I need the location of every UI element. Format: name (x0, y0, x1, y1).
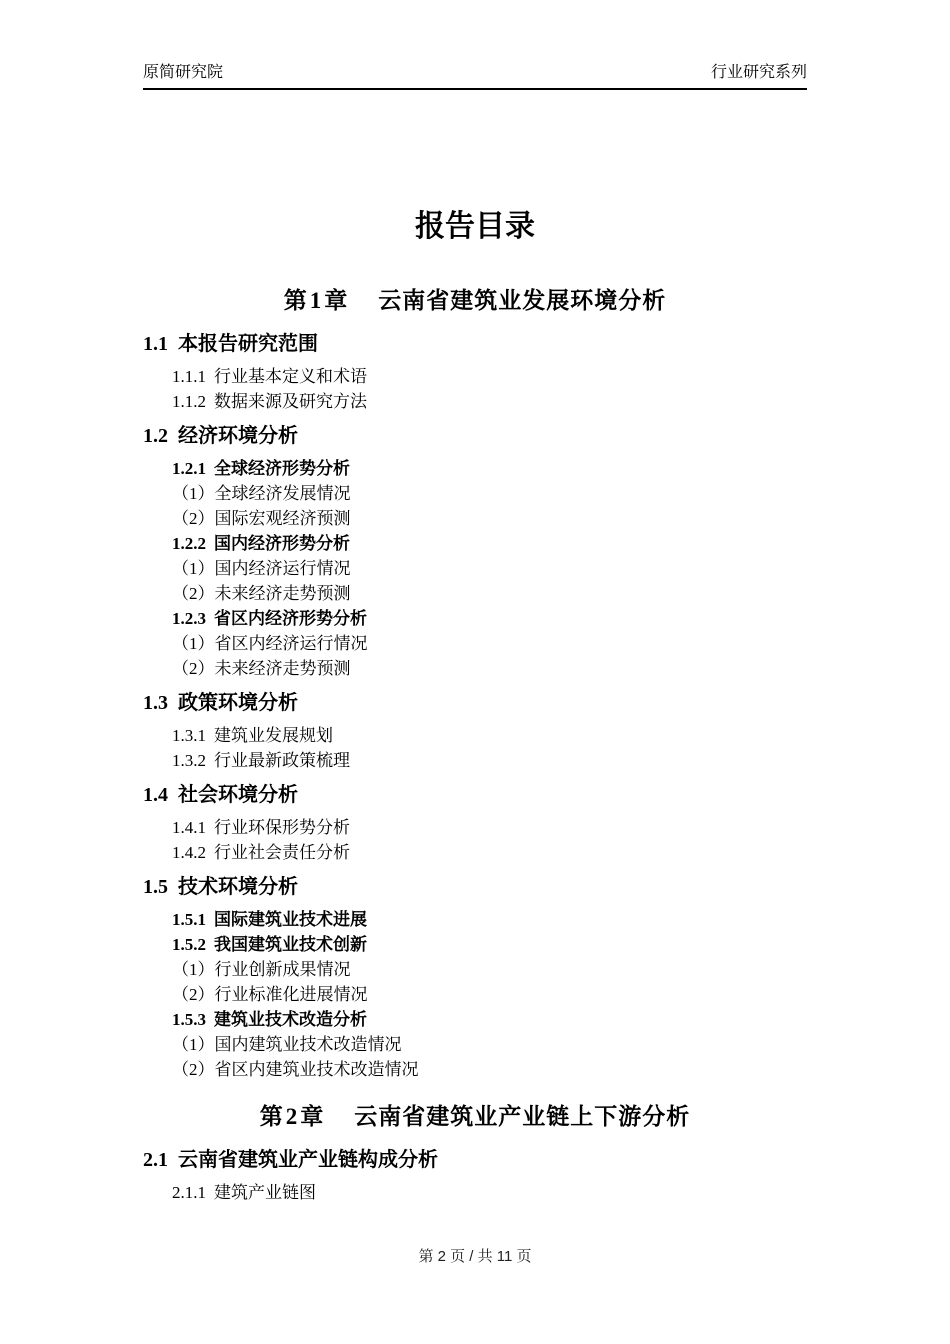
toc-item (172, 982, 807, 1007)
section-heading (143, 781, 807, 809)
toc-item (172, 581, 807, 606)
toc-item-group (172, 364, 807, 414)
toc-item-text: 建筑业技术改造分析 (214, 1010, 367, 1029)
toc-item (172, 481, 807, 506)
toc-item-text: 省区内经济形势分析 (214, 609, 367, 628)
toc-item-text: 我国建筑业技术创新 (214, 935, 367, 954)
toc-item (172, 606, 807, 631)
toc-item-group (172, 907, 807, 1082)
toc-item-number: 1.5.1 (172, 910, 206, 929)
toc-item-group (172, 1180, 807, 1205)
toc-item-text: 建筑业发展规划 (214, 726, 333, 745)
toc-item-text: 国际建筑业技术进展 (214, 910, 367, 929)
toc-item (172, 907, 807, 932)
toc-item-text: 行业环保形势分析 (214, 818, 350, 837)
toc-item (172, 957, 807, 982)
toc-item-number: 1.2.2 (172, 534, 206, 553)
toc-item (172, 531, 807, 556)
toc-item-number: 1.3.1 (172, 726, 206, 745)
toc-item-text: （2）国际宏观经济预测 (172, 509, 351, 528)
toc-item-number: 1.2.3 (172, 609, 206, 628)
toc-item (172, 840, 807, 865)
section-heading (143, 1146, 807, 1174)
toc-item-text: 行业社会责任分析 (214, 843, 350, 862)
section-heading (143, 330, 807, 358)
toc-item-text: 行业最新政策梳理 (214, 751, 350, 770)
toc-item-text: 全球经济形势分析 (214, 459, 350, 478)
section-title: 本报告研究范围 (178, 333, 318, 355)
toc-item-text: （2）行业标准化进展情况 (172, 985, 368, 1004)
doc-title: 报告目录 (415, 210, 535, 243)
toc-item-number: 1.3.2 (172, 751, 206, 770)
chapter-heading (143, 286, 807, 316)
section-title: 云南省建筑业产业链构成分析 (178, 1149, 438, 1171)
toc-item (172, 556, 807, 581)
page-header (143, 62, 807, 90)
toc-item (172, 723, 807, 748)
toc-item-text: （1）全球经济发展情况 (172, 484, 351, 503)
section-heading (143, 689, 807, 717)
section-heading (143, 873, 807, 901)
section-number: 1.3 (143, 692, 168, 714)
toc-item-text: （1）省区内经济运行情况 (172, 634, 368, 653)
toc-item-text: （2）省区内建筑业技术改造情况 (172, 1060, 419, 1079)
section-title: 政策环境分析 (178, 692, 298, 714)
toc-item (172, 389, 807, 414)
chapter-title: 云南省建筑业发展环境分析 (378, 288, 667, 313)
toc-item-group (172, 815, 807, 865)
toc-item (172, 506, 807, 531)
toc-item (172, 748, 807, 773)
toc-item-group (172, 723, 807, 773)
toc-item-number: 1.5.3 (172, 1010, 206, 1029)
toc-item-number: 1.4.2 (172, 843, 206, 862)
toc-item-number: 1.2.1 (172, 459, 206, 478)
toc-item (172, 456, 807, 481)
toc-item (172, 1032, 807, 1057)
page-number-footer: 第 2 页 / 共 11 页 (418, 1248, 532, 1265)
chapter-number: 第2章 (259, 1104, 327, 1129)
section-heading (143, 422, 807, 450)
section-number: 2.1 (143, 1149, 168, 1171)
chapter-heading (143, 1102, 807, 1132)
toc-item (172, 1180, 807, 1205)
toc-item-number: 1.5.2 (172, 935, 206, 954)
toc-item-text: 数据来源及研究方法 (214, 392, 367, 411)
table-of-contents (143, 286, 807, 1205)
toc-item-text: 行业基本定义和术语 (214, 367, 367, 386)
toc-item-text: （1）国内经济运行情况 (172, 559, 351, 578)
section-number: 1.4 (143, 784, 168, 806)
section-number: 1.5 (143, 876, 168, 898)
header-right-text: 行业研究系列 (710, 64, 807, 81)
toc-item-text: （1）国内建筑业技术改造情况 (172, 1035, 402, 1054)
header-left-text: 原简研究院 (143, 64, 224, 81)
section-number: 1.1 (143, 333, 168, 355)
toc-item-text: （1）行业创新成果情况 (172, 960, 351, 979)
toc-item (172, 364, 807, 389)
toc-item (172, 1007, 807, 1032)
toc-item-number: 2.1.1 (172, 1183, 206, 1202)
toc-item-number: 1.1.2 (172, 392, 206, 411)
toc-item-text: 国内经济形势分析 (214, 534, 350, 553)
section-number: 1.2 (143, 425, 168, 447)
toc-item-text: 建筑产业链图 (214, 1183, 316, 1202)
toc-item-number: 1.1.1 (172, 367, 206, 386)
toc-item (172, 815, 807, 840)
toc-item-group (172, 456, 807, 681)
section-title: 经济环境分析 (178, 425, 298, 447)
toc-item (172, 656, 807, 681)
toc-item-number: 1.4.1 (172, 818, 206, 837)
toc-item (172, 1057, 807, 1082)
section-title: 社会环境分析 (178, 784, 298, 806)
section-title: 技术环境分析 (178, 876, 298, 898)
toc-item-text: （2）未来经济走势预测 (172, 584, 351, 603)
toc-item (172, 631, 807, 656)
chapter-number: 第1章 (283, 288, 351, 313)
chapter-title: 云南省建筑业产业链上下游分析 (354, 1104, 691, 1129)
toc-item-text: （2）未来经济走势预测 (172, 659, 351, 678)
toc-item (172, 932, 807, 957)
